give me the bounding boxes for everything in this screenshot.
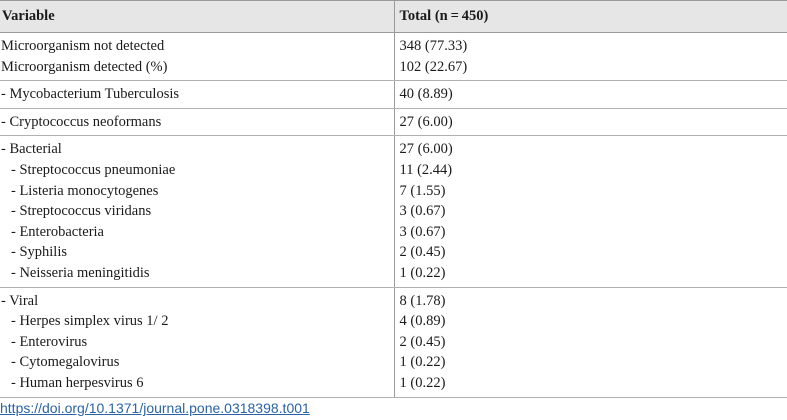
variable-cell <box>0 136 394 287</box>
row-value: 3 (0.67) <box>399 223 446 240</box>
row-label: - Herpes simplex virus 1/ 2 <box>11 313 169 330</box>
variable-cell <box>0 108 394 136</box>
row-label: - Viral <box>1 292 39 309</box>
row-value: 4 (0.89) <box>399 313 446 330</box>
row-value: 2 (0.45) <box>399 333 446 350</box>
row-value: 7 (1.55) <box>399 182 446 199</box>
total-cell <box>394 33 787 81</box>
row-value: 348 (77.33) <box>399 38 468 54</box>
row-label: - Neisseria meningitidis <box>11 264 150 281</box>
row-value: 2 (0.45) <box>399 244 446 261</box>
row-value: 27 (6.00) <box>399 141 453 158</box>
table-row <box>0 81 787 109</box>
column-header-total: Total (n = 450) <box>394 1 787 33</box>
total-cell <box>394 81 787 109</box>
variable-cell <box>0 33 394 81</box>
table-row <box>0 33 787 81</box>
row-value: 40 (8.89) <box>399 86 453 103</box>
row-group-bacterial <box>0 136 787 287</box>
table-row <box>0 136 787 287</box>
row-label: - Streptococcus pneumoniae <box>11 161 176 178</box>
total-cell <box>394 136 787 287</box>
row-value: 8 (1.78) <box>399 292 446 309</box>
row-label: - Cryptococcus neoformans <box>1 113 162 130</box>
row-label: - Mycobacterium Tuberculosis <box>1 86 180 103</box>
row-label: - Bacterial <box>1 141 62 158</box>
table-row <box>0 287 787 397</box>
row-label: - Cytomegalovirus <box>11 354 120 371</box>
row-label: - Streptococcus viridans <box>11 203 152 220</box>
total-cell <box>394 108 787 136</box>
row-group-cryptococcus <box>0 108 787 136</box>
row-value: 1 (0.22) <box>399 354 446 371</box>
row-value: 27 (6.00) <box>399 113 453 130</box>
row-group-detection <box>0 33 787 81</box>
row-group-mycobacterium <box>0 81 787 109</box>
row-label: - Listeria monocytogenes <box>11 182 159 199</box>
row-value: 11 (2.44) <box>399 161 453 178</box>
row-label: Microorganism not detected <box>1 38 165 54</box>
row-value: 1 (0.22) <box>399 264 446 281</box>
table-row <box>0 108 787 136</box>
column-header-variable: Variable <box>0 1 394 33</box>
total-cell <box>394 287 787 397</box>
row-label: - Enterovirus <box>11 333 88 350</box>
doi-link[interactable]: https://doi.org/10.1371/journal.pone.0318398.t001 <box>0 400 310 416</box>
table-header <box>0 1 787 33</box>
row-label: Microorganism detected (%) <box>1 58 168 75</box>
row-label: - Enterobacteria <box>11 223 104 240</box>
header-row <box>0 1 787 33</box>
row-value: 102 (22.67) <box>399 58 468 75</box>
row-value: 1 (0.22) <box>399 374 446 391</box>
variable-cell <box>0 81 394 109</box>
row-group-viral <box>0 287 787 397</box>
variable-cell <box>0 287 394 397</box>
row-label: - Syphilis <box>11 244 67 261</box>
row-label: - Human herpesvirus 6 <box>11 374 144 391</box>
row-value: 3 (0.67) <box>399 203 446 220</box>
